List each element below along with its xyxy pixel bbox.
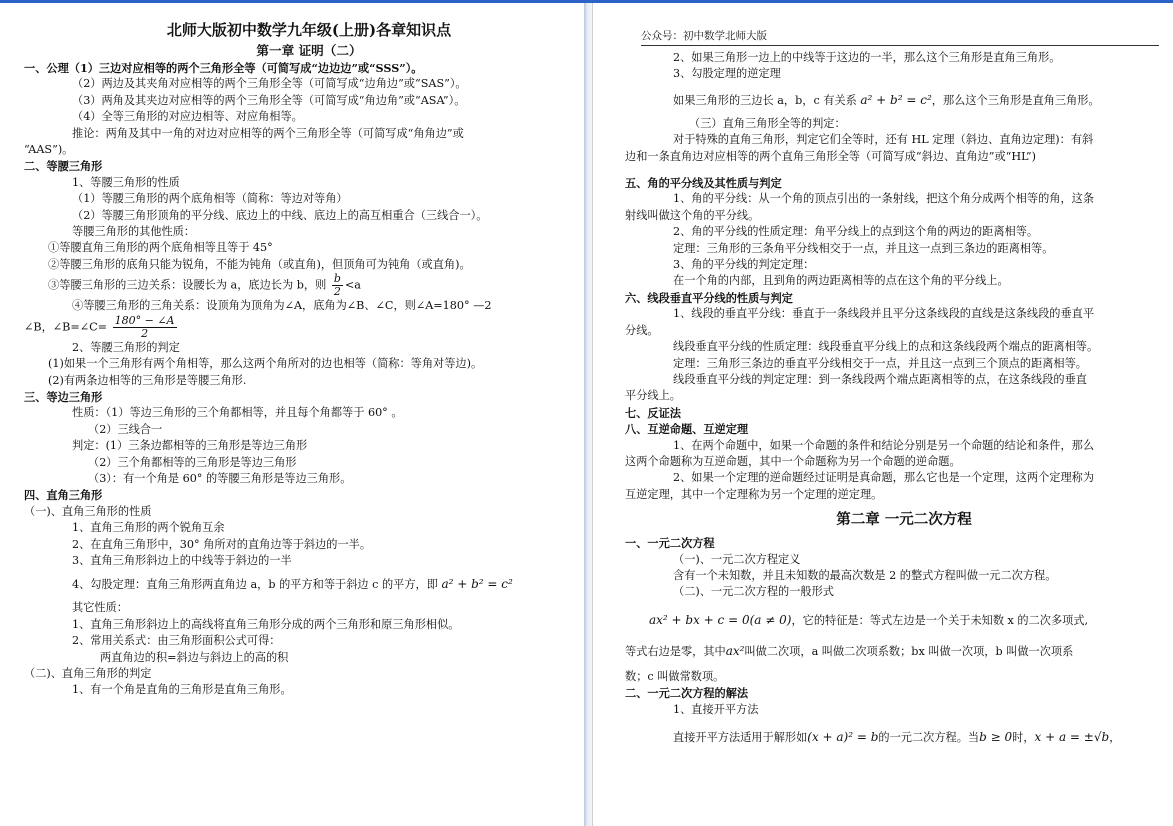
isosceles-other-4-cont: ∠B，∠B=∠C= $\frac{180^\circ - \angle A}{2}$ [24,313,175,340]
document-title: 北师大版初中数学九年级(上册)各章知识点 [166,21,452,39]
isosceles-prop-2: （2）等腰三角形顶角的平分线、底边上的中线、底边上的高互相重合（三线合一）。 [72,208,488,222]
quadratic-terms: 等式右边是零，其中ax²叫做二次项，a 叫做二次项系数；bx 叫做一次项，b 叫做一次项系 [625,643,1074,658]
right-other-1: 1、直角三角形斜边上的高线将直角三角形分成的两个三角形和原三角形相似。 [72,617,460,631]
page-gutter [584,3,592,826]
section-right-triangle: 四、直角三角形 [24,488,103,503]
right-other-2: 2、常用关系式：由三角形面积公式可得： [72,634,281,648]
axiom-3: （3）两角及其夹边对应相等的两个三角形全等（可简写成“角边角”或“ASA”）。 [72,93,466,107]
right-prop-4-pythagoras: 4、勾股定理：直角三角形两直角边 a，b 的平方和等于斜边 c 的平方，即 a² + b² = c² [72,577,513,592]
section-proof-by-contradiction: 七、反证法 [625,405,681,420]
isosceles-criteria: 2、等腰三角形的判定 [72,340,180,354]
section-perpendicular-bisector: 六、线段垂直平分线的性质与判定 [625,290,793,305]
equilateral-criteria-2: （2）三个角都相等的三角形是等边三角形 [88,455,297,469]
right-congruence-criteria: （三）直角三角形全等的判定： [689,116,846,130]
isosceles-criteria-1: (1)如果一个三角形有两个角相等，那么这两个角所对的边也相等（简称：等角对等边)。 [48,357,483,371]
angle-bisector-theorem: 定理：三角形的三条角平分线相交于一点，并且这一点到三条边的距离相等。 [673,241,1054,255]
converse-prop-2-cont: 互逆定理，其中一个定理称为另一个定理的逆定理。 [625,487,883,501]
right-other-props: 其它性质： [72,601,128,615]
axiom-4: （4）全等三角形的对应边相等、对应角相等。 [72,110,303,124]
angle-bisector-def: 1、角的平分线：从一个角的顶点引出的一条射线，把这个角分成两个相等的角，这条 [673,192,1095,206]
ax2-term: ax² [725,643,745,658]
angle-bisector-criteria-text: 在一个角的内部，且到角的两边距离相等的点在这个角的平分线上。 [673,274,1009,288]
pythagoras-formula: a² + b² = c² [441,577,513,592]
isosceles-criteria-2: (2)有两条边相等的三角形是等腰三角形. [48,373,247,387]
page-header: 公众号：初中数学北师大版 [641,29,1159,46]
root-formula: x + a = ±√b [1034,730,1110,744]
right-page [592,3,1173,826]
fraction-angle-formula: $\frac{180^\circ - \angle A}{2}$ [114,313,175,340]
pythagoras-formula-right: a² + b² = c² [860,92,932,107]
isosceles-other-4: ④等腰三角形的三角关系：设顶角为顶角为∠A，底角为∠B、∠C，则∠A=180° —2 [72,299,492,313]
converse-prop-1-cont: 这两个命题称为互逆命题，其中一个命题称为另一个命题的逆命题。 [625,454,961,468]
converse-prop-1: 1、在两个命题中，如果一个命题的条件和结论分别是另一个命题的结论和条件，那么 [673,438,1095,452]
quadratic-definition-heading: （一)、一元二次方程定义 [673,552,801,566]
equilateral-criteria-1: 判定：(1）三条边都相等的三角形是等边三角形 [72,439,308,453]
general-form-formula: ax² + bx + c = 0(a ≠ 0) [649,612,792,627]
right-prop-2: 2、在直角三角形中，30° 角所对的直角边等于斜边的一半。 [72,537,372,551]
isosceles-prop-1: （1）等腰三角形的两个底角相等（简称：等边对等角） [72,192,348,206]
converse-pythagoras: 3、勾股定理的逆定理 [673,67,781,81]
direct-square-root-text: 直接开平方法适用于解形如(x + a)² = b的一元二次方程。当b ≥ 0时，x + a = ±√b， [673,730,1121,744]
chapter-1-title: 第一章 证明（二） [256,43,362,58]
right-criteria-1: 1、有一个角是直角的三角形是直角三角形。 [72,683,292,697]
perp-bisector-criteria: 线段垂直平分线的判定定理：到一条线段两个端点距离相等的点，在这条线段的垂直 [673,372,1087,386]
perp-bisector-def-cont: 分线。 [625,323,659,337]
square-form-formula: (x + a)² = b [807,730,879,744]
section-angle-bisector: 五、角的平分线及其性质与判定 [625,176,782,191]
angle-bisector-criteria: 3、角的平分线的判定定理： [673,258,815,272]
axiom-2: （2）两边及其夹角对应相等的两个三角形全等（可简写成“边角边”或“SAS”）。 [72,77,467,91]
angle-bisector-property: 2、角的平分线的性质定理：角平分线上的点到这个角的两边的距离相等。 [673,225,1039,239]
perp-bisector-def: 1、线段的垂直平分线：垂直于一条线段并且平分这条线段的直线是这条线段的垂直平 [673,307,1095,321]
section-isosceles: 二、等腰三角形 [24,159,103,174]
right-criteria-2: 2、如果三角形一边上的中线等于这边的一半，那么这个三角形是直角三角形。 [673,51,1061,64]
chapter-2-title: 第二章 一元二次方程 [836,511,972,529]
right-prop-1: 1、直角三角形的两个锐角互余 [72,521,225,535]
quadratic-terms-cont: 数；c 叫做常数项。 [625,669,725,683]
equilateral-prop-2: （2）三线合一 [88,422,163,436]
corollary-cont: “AAS”)。 [24,143,74,157]
fraction-b-over-2: $\frac{b}{2}$ [333,272,341,299]
isosceles-other: 等腰三角形的其他性质： [72,225,196,239]
left-page [0,3,584,826]
perp-bisector-criteria-cont: 平分线上。 [625,389,681,403]
section-axioms: 一、公理（1）三边对应相等的两个三角形全等（可简写成“边边边”或“SSS”）。 [24,61,423,75]
corollary: 推论：两角及其中一角的对边对应相等的两个三角形全等（可简写成“角角边”或 [72,126,464,140]
converse-prop-2: 2、如果一个定理的逆命题经过证明是真命题，那么它也是一个定理，这两个定理称为 [673,471,1095,485]
perp-bisector-theorem: 定理：三角形三条边的垂直平分线相交于一点，并且这一点到三个顶点的距离相等。 [673,356,1087,370]
isosceles-other-3: ③等腰三角形的三边关系：设腰长为 a，底边长为 b，则 $\frac{b}{2}$ <a [48,272,361,299]
direct-square-root-method: 1、直接开平方法 [673,702,759,716]
section-quadratic-equation: 一、一元二次方程 [625,536,715,551]
right-prop-3: 3、直角三角形斜边上的中线等于斜边的一半 [72,553,292,567]
b-nonnegative: b ≥ 0 [979,730,1013,744]
perp-bisector-property: 线段垂直平分线的性质定理：线段垂直平分线上的点和这条线段两个端点的距离相等。 [673,340,1099,354]
equilateral-criteria-3: （3）：有一个角是 60° 的等腰三角形是等边三角形。 [88,471,352,485]
section-solving-methods: 二、一元二次方程的解法 [625,686,749,701]
isosceles-other-2: ②等腰三角形的底角只能为锐角，不能为钝角（或直角)，但顶角可为钝角（或直角)。 [48,257,471,271]
hl-theorem-cont: 边和一条直角边对应相等的两个直角三角形全等（可简写成“斜边、直角边”或“HL”) [625,149,1036,163]
isosceles-other-1: ①等腰直角三角形的两个底角相等且等于 45° [48,241,273,255]
section-converse-propositions: 八、互逆命题、互逆定理 [625,422,749,437]
right-triangle-criteria: （二)、直角三角形的判定 [24,667,152,680]
quadratic-definition: 含有一个未知数，并且未知数的最高次数是 2 的整式方程叫做一元二次方程。 [673,568,1057,582]
isosceles-properties: 1、等腰三角形的性质 [72,175,180,189]
hl-theorem: 对于特殊的直角三角形，判定它们全等时，还有 HL 定理（斜边、直角边定理)：有斜 [673,133,1094,147]
section-equilateral: 三、等边三角形 [24,389,103,404]
right-other-2-formula: 两直角边的积=斜边与斜边上的高的积 [100,650,289,664]
quadratic-general-form-heading: （二)、一元二次方程的一般形式 [673,585,834,599]
angle-bisector-def-cont: 射线叫做这个角的平分线。 [625,208,760,222]
equilateral-prop-1: 性质：（1）等边三角形的三个角都相等，并且每个角都等于 60° 。 [72,406,403,420]
right-triangle-properties: （一)、直角三角形的性质 [24,504,152,518]
quadratic-general-form: ax² + bx + c = 0(a ≠ 0)，它的特征是：等式左边是一个关于未知数 x 的二次多项式, [649,612,1089,627]
converse-pythagoras-text: 如果三角形的三边长 a，b，c 有关系 a² + b² = c²，那么这个三角形是直角三角形。 [673,92,1100,107]
